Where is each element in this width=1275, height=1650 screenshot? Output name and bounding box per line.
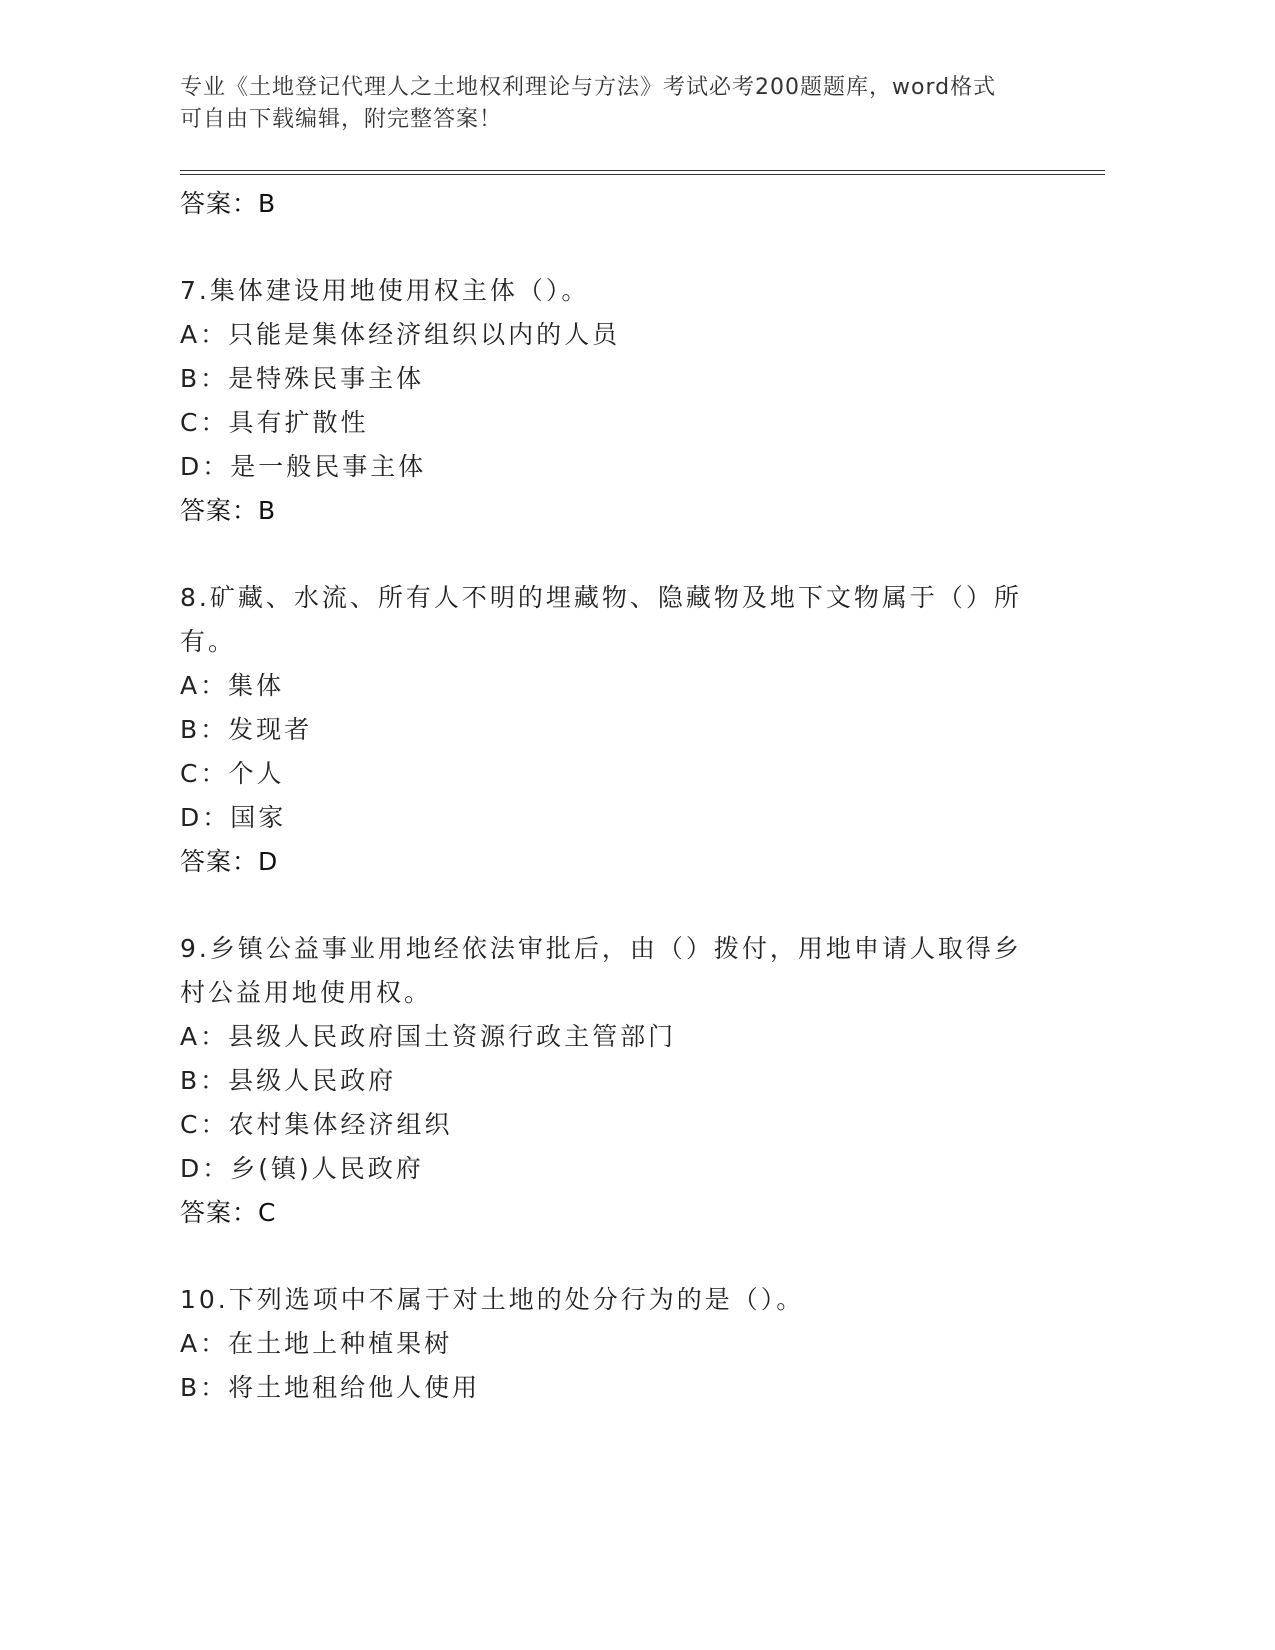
option-a: A：在土地上种植果树	[180, 1329, 453, 1358]
option-d: D：国家	[180, 803, 287, 832]
question-7	[180, 269, 1040, 533]
spacer	[180, 1235, 1040, 1278]
answer-line: 答案：D	[180, 847, 279, 876]
document-header	[180, 72, 1040, 136]
header-divider-bottom	[180, 174, 1105, 175]
header-line-2: 可自由下载编辑，附完整答案！	[180, 107, 503, 132]
spacer	[180, 226, 1040, 269]
question-stem-continued: 有。	[180, 627, 237, 656]
question-stem-continued: 村公益用地使用权。	[180, 978, 433, 1007]
question-stem: 7.集体建设用地使用权主体（）。	[180, 276, 590, 305]
question-9	[180, 927, 1040, 1235]
option-b: B：是特殊民事主体	[180, 364, 425, 393]
option-d: D：是一般民事主体	[180, 452, 427, 481]
option-a: A：集体	[180, 671, 285, 700]
option-b: B：将土地租给他人使用	[180, 1373, 481, 1402]
answer-line: 答案：C	[180, 1198, 277, 1227]
option-a: A：只能是集体经济组织以内的人员	[180, 320, 621, 349]
option-b: B：发现者	[180, 715, 313, 744]
question-10	[180, 1278, 1040, 1410]
question-8	[180, 576, 1040, 884]
answer-line: 答案：B	[180, 189, 277, 218]
question-stem: 8.矿藏、水流、所有人不明的埋藏物、隐藏物及地下文物属于（）所	[180, 583, 1022, 612]
spacer	[180, 533, 1040, 576]
spacer	[180, 884, 1040, 927]
option-a: A：县级人民政府国土资源行政主管部门	[180, 1022, 677, 1051]
option-c: C：个人	[180, 759, 285, 788]
option-d: D：乡(镇)人民政府	[180, 1154, 424, 1183]
question-stem: 10.下列选项中不属于对土地的处分行为的是（）。	[180, 1285, 805, 1314]
question-stem: 9.乡镇公益事业用地经依法审批后，由（）拨付，用地申请人取得乡	[180, 934, 1022, 963]
option-c: C：农村集体经济组织	[180, 1110, 453, 1139]
option-b: B：县级人民政府	[180, 1066, 397, 1095]
header-divider-top	[180, 170, 1105, 171]
header-line-1: 专业《土地登记代理人之土地权利理论与方法》考试必考200题题库，word格式	[180, 75, 997, 100]
option-c: C：具有扩散性	[180, 408, 369, 437]
answer-line: 答案：B	[180, 496, 277, 525]
question-list	[180, 182, 1040, 1410]
